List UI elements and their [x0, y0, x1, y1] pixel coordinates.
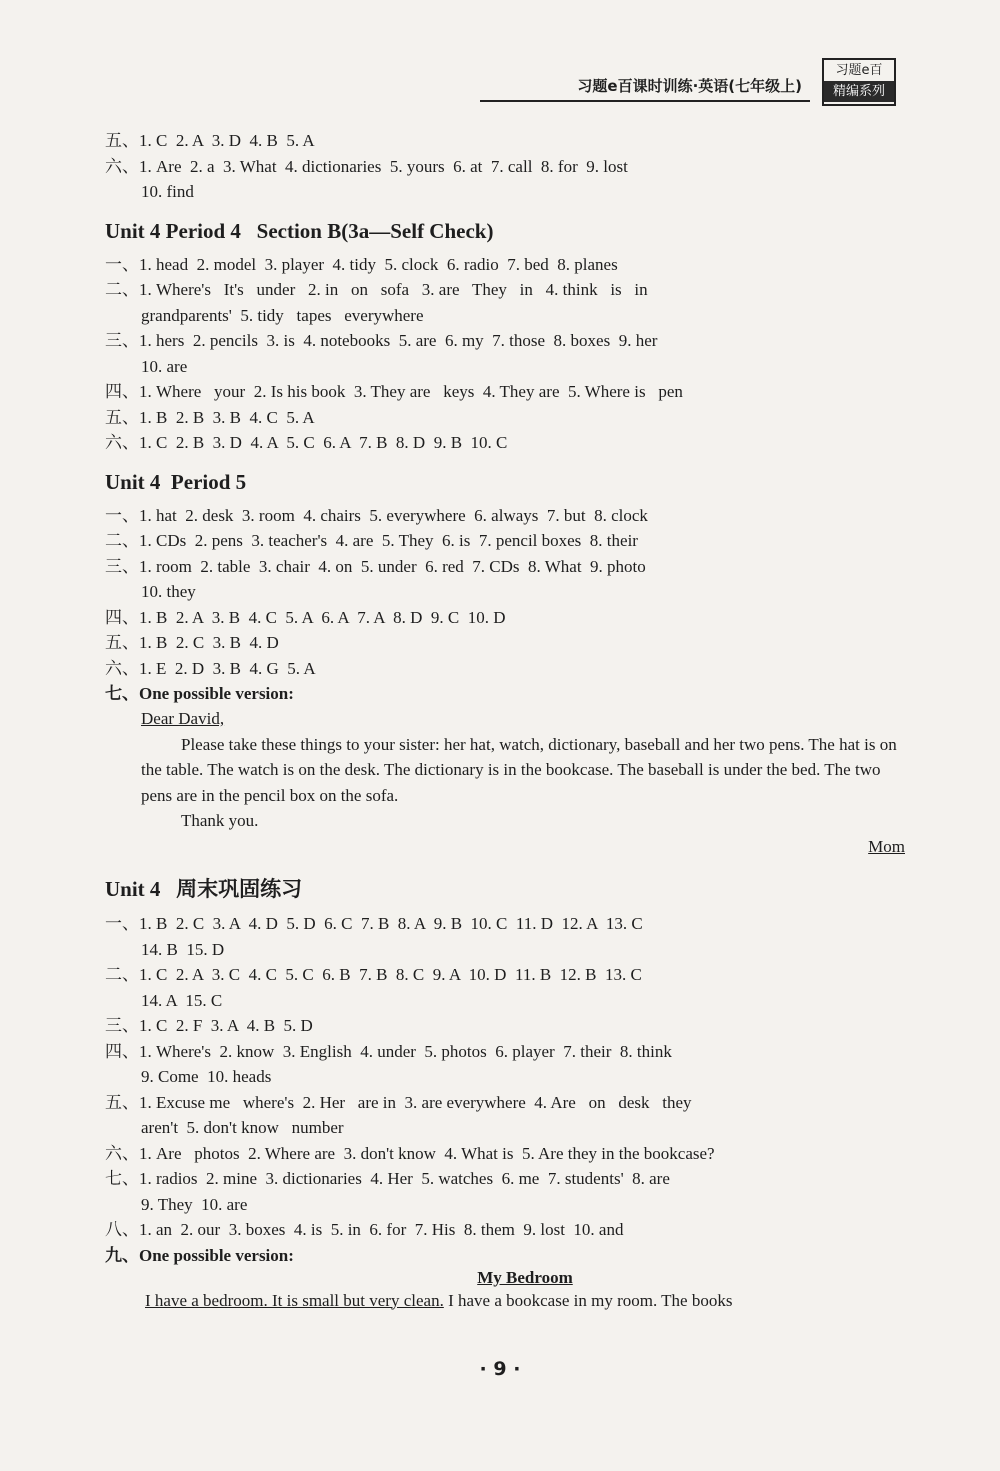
question-number: 六、 [105, 658, 139, 678]
answer-text: 1. B 2. A 3. B 4. C 5. A 6. A 7. A 8. D 9. C 10. D [139, 607, 506, 627]
question-number: 四、 [105, 382, 139, 401]
answer-continuation: 10. they [141, 582, 196, 601]
answer-text: 1. Where's 2. know 3. English 4. under 5. photos 6. player 7. their 8. think [139, 1041, 672, 1061]
answer-line [105, 630, 905, 656]
question-number: 五、 [105, 1092, 139, 1112]
answer-content [105, 128, 905, 1313]
answer-line [105, 1166, 905, 1192]
answer-section-1 [105, 128, 905, 706]
answer-text: 1. C 2. F 3. A 4. B 5. D [139, 1016, 313, 1035]
series-badge-line1: 习题e百 [835, 63, 883, 78]
answer-text: 1. Where your 2. Is his book 3. They are keys 4. They are 5. Where is pen [139, 382, 683, 401]
answer-line [105, 1013, 905, 1039]
version-label: One possible version: [139, 684, 294, 703]
answer-line [105, 962, 905, 988]
question-number: 一、 [105, 914, 139, 933]
version-label: One possible version: [139, 1245, 294, 1265]
question-number: 九、 [105, 1245, 139, 1265]
answer-line [105, 328, 905, 354]
question-number: 六、 [105, 1143, 139, 1163]
answer-text: 1. Are 2. a 3. What 4. dictionaries 5. yours 6. at 7. call 8. for 9. lost [139, 156, 628, 176]
answer-line [105, 605, 905, 631]
section-title: Unit 4 周末巩固练习 [105, 877, 303, 901]
question-number: 七、 [105, 684, 139, 703]
version-heading [105, 1243, 905, 1268]
sample-letter [105, 706, 905, 859]
answer-line [105, 252, 905, 278]
section-title: Unit 4 Period 5 [105, 469, 247, 494]
letter-body: Please take these things to your sister: her hat, watch, dictionary, baseball and her two pens. The hat is on the table. The watch is on the desk. The dictionary is in the bookcase. The baseball is under the bed. The two pens are in the pencil box on the sofa. [141, 734, 897, 805]
answer-line [105, 1090, 905, 1116]
section-title: Unit 4 Period 4 Section B(3a—Self Check) [105, 218, 494, 243]
answer-text: 1. an 2. our 3. boxes 4. is 5. in 6. for 7. His 8. them 9. lost 10. and [139, 1220, 624, 1239]
question-number: 一、 [105, 254, 139, 274]
question-number: 七、 [105, 1169, 139, 1188]
answer-text: 1. Where's It's under 2. in on sofa 3. are They in 4. think is in [139, 280, 648, 299]
answer-line [105, 554, 905, 580]
question-number: 一、 [105, 505, 139, 525]
question-number: 二、 [105, 965, 139, 984]
question-number: 四、 [105, 1041, 139, 1061]
answer-text: 1. B 2. C 3. B 4. D [139, 633, 279, 652]
answer-continuation: 9. Come 10. heads [141, 1067, 272, 1086]
answer-text: 1. B 2. C 3. A 4. D 5. D 6. C 7. B 8. A 9. B 10. C 11. D 12. A 13. C [139, 914, 643, 933]
question-number: 五、 [105, 407, 139, 427]
answer-continuation: 10. find [141, 182, 194, 201]
answer-text: 1. room 2. table 3. chair 4. on 5. under 6. red 7. CDs 8. What 9. photo [139, 556, 646, 576]
answer-line [105, 128, 905, 154]
answer-text: 1. hers 2. pencils 3. is 4. notebooks 5. are 6. my 7. those 8. boxes 9. her [139, 331, 658, 350]
answer-text: 1. hat 2. desk 3. room 4. chairs 5. everywhere 6. always 7. but 8. clock [139, 505, 648, 525]
answer-text: 1. head 2. model 3. player 4. tidy 5. clock 6. radio 7. bed 8. planes [139, 254, 618, 274]
question-number: 八、 [105, 1220, 139, 1239]
letter-signature: Mom [868, 836, 905, 856]
answer-continuation: aren't 5. don't know number [141, 1118, 344, 1137]
answer-continuation: 14. A 15. C [141, 990, 223, 1010]
answer-line [105, 430, 905, 456]
letter-greeting: Dear David, [141, 709, 225, 728]
essay-underlined: I have a bedroom. It is small but very clean. [145, 1290, 444, 1310]
answer-continuation: 14. B 15. D [141, 939, 225, 959]
answer-text: 1. Excuse me where's 2. Her are in 3. are everywhere 4. Are on desk they [139, 1092, 692, 1112]
answer-text: 1. B 2. B 3. B 4. C 5. A [139, 407, 315, 427]
answer-section-2 [105, 873, 905, 1268]
question-number: 二、 [105, 280, 139, 299]
series-badge-line2: 精编系列 [824, 81, 894, 102]
question-number: 六、 [105, 156, 139, 176]
answer-text: 1. C 2. A 3. D 4. B 5. A [139, 131, 315, 150]
answer-continuation: grandparents' 5. tidy tapes everywhere [141, 305, 424, 325]
letter-thanks: Thank you. [181, 811, 259, 830]
answer-line [105, 1141, 905, 1167]
essay-title: My Bedroom [477, 1267, 573, 1287]
answer-text: 1. E 2. D 3. B 4. G 5. A [139, 658, 316, 678]
answer-text: 1. Are photos 2. Where are 3. don't know 4. What is 5. Are they in the bookcase? [139, 1143, 715, 1163]
answer-line [105, 379, 905, 405]
question-number: 五、 [105, 131, 139, 150]
essay-body [105, 1288, 905, 1313]
answer-line [105, 911, 905, 937]
answer-line [105, 1039, 905, 1065]
question-number: 三、 [105, 331, 139, 350]
answer-line [105, 405, 905, 431]
answer-line [105, 656, 905, 682]
answer-continuation: 10. are [141, 356, 188, 376]
question-number: 五、 [105, 633, 139, 652]
question-number: 三、 [105, 556, 139, 576]
question-number: 三、 [105, 1016, 139, 1035]
question-number: 二、 [105, 531, 139, 550]
answer-line [105, 528, 905, 554]
answer-continuation: 9. They 10. are [141, 1194, 248, 1214]
version-heading [105, 681, 905, 706]
answer-text: 1. C 2. A 3. C 4. C 5. C 6. B 7. B 8. C 9. A 10. D 11. B 12. B 13. C [139, 965, 642, 984]
answer-line [105, 277, 905, 303]
question-number: 四、 [105, 607, 139, 627]
answer-line [105, 1217, 905, 1243]
answer-line [105, 503, 905, 529]
answer-line [105, 154, 905, 180]
essay-rest: I have a bookcase in my room. The books [443, 1290, 733, 1310]
series-badge [822, 58, 896, 106]
question-number: 六、 [105, 433, 139, 452]
answer-text: 1. CDs 2. pens 3. teacher's 4. are 5. They 6. is 7. pencil boxes 8. their [139, 531, 638, 550]
page-number: · 9 · [479, 1358, 521, 1380]
answer-text: 1. C 2. B 3. D 4. A 5. C 6. A 7. B 8. D 9. B 10. C [139, 433, 508, 452]
running-header: 习题e百课时训练·英语(七年级上) [480, 72, 810, 102]
answer-text: 1. radios 2. mine 3. dictionaries 4. Her 5. watches 6. me 7. students' 8. are [139, 1169, 670, 1188]
